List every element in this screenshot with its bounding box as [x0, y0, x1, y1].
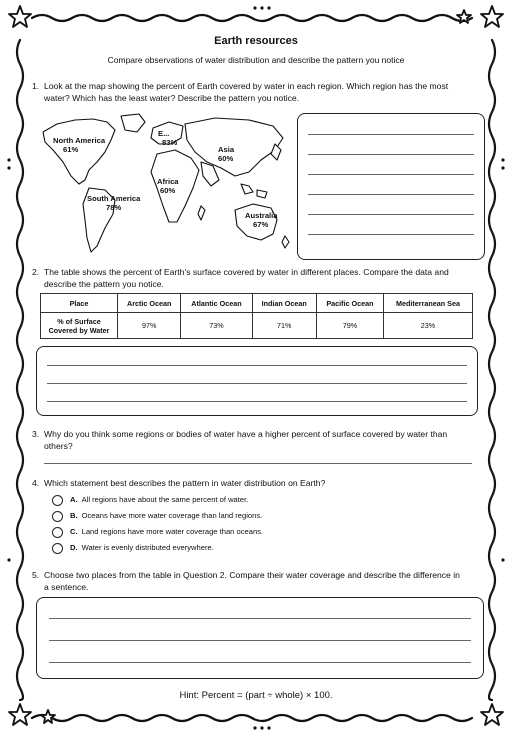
option-b[interactable]: B. Oceans have more water coverage than land regions. — [52, 510, 472, 526]
table-cell: 23% — [384, 313, 473, 339]
table-header: Atlantic Ocean — [181, 294, 252, 313]
answer-line-q3[interactable] — [44, 463, 472, 464]
question-1 — [32, 80, 472, 104]
map-label-asia: Asia 60% — [218, 145, 235, 163]
question-text: The table shows the percent of Earth’s surface covered by water in different places. Compare the data and describe the pattern you notice. — [44, 267, 449, 289]
page-title: Earth resources — [214, 35, 298, 47]
radio-circle-icon[interactable] — [52, 511, 63, 522]
map-label-australia: Australia 67% — [245, 211, 278, 229]
star-icon — [457, 10, 471, 23]
page-subtitle: Compare observations of water distribution and describe the pattern you notice — [107, 55, 405, 65]
water-coverage-table — [40, 293, 473, 339]
star-icon — [41, 710, 55, 723]
question-number: 2. — [32, 267, 40, 277]
star-icon — [481, 6, 503, 27]
radio-circle-icon[interactable] — [52, 543, 63, 554]
table-row-label: % of Surface Covered by Water — [41, 313, 118, 339]
table-cell: 71% — [252, 313, 316, 339]
table-cell: 97% — [118, 313, 181, 339]
question-text: Why do you think some regions or bodies of water have a higher percent of surface covered by water than others? — [44, 429, 448, 451]
map-label-africa: Africa 60% — [157, 177, 179, 195]
table-header: Place — [41, 294, 118, 313]
map-label-europe: E... 83% — [158, 129, 178, 147]
question-text: Look at the map showing the percent of Earth covered by water in each region. Which region has the most water? Which has the least water? Describe the pattern you notice. — [44, 81, 449, 103]
question-5 — [32, 569, 482, 593]
table-row — [41, 313, 473, 339]
question-2 — [32, 266, 482, 290]
map-label-north-america: North America 61% — [53, 136, 106, 154]
map-label-south-america: South America 78% — [87, 194, 141, 212]
table-header: Indian Ocean — [252, 294, 316, 313]
answer-box-q5[interactable] — [36, 597, 484, 679]
star-icon — [9, 6, 31, 27]
hint-text: Hint: Percent = (part ÷ whole) × 100. — [179, 690, 333, 701]
table-header: Mediterranean Sea — [384, 294, 473, 313]
question-3 — [32, 428, 482, 452]
table-cell: 79% — [316, 313, 383, 339]
question-4 — [32, 477, 482, 489]
table-header: Arctic Ocean — [118, 294, 181, 313]
table-header: Pacific Ocean — [316, 294, 383, 313]
option-d[interactable]: D. Water is evenly distributed everywhere. — [52, 542, 472, 558]
answer-options — [52, 494, 472, 558]
star-icon — [481, 704, 503, 725]
question-text: Choose two places from the table in Question 2. Compare their water coverage and describe the difference in a sentence. — [44, 570, 460, 592]
question-text: Which statement best describes the pattern in water distribution on Earth? — [44, 478, 326, 488]
radio-circle-icon[interactable] — [52, 527, 63, 538]
star-icon — [9, 704, 31, 725]
radio-circle-icon[interactable] — [52, 495, 63, 506]
question-number: 3. — [32, 429, 40, 439]
option-c[interactable]: C. Land regions have more water coverage than oceans. — [52, 526, 472, 542]
option-a[interactable]: A. All regions have about the same percent of water. — [52, 494, 472, 510]
table-cell: 73% — [181, 313, 252, 339]
answer-box-q1[interactable] — [297, 113, 485, 260]
answer-box-q2[interactable] — [36, 346, 478, 416]
question-number: 5. — [32, 570, 40, 580]
question-number: 1. — [32, 81, 40, 91]
question-number: 4. — [32, 478, 40, 488]
table-header-row — [41, 294, 473, 313]
